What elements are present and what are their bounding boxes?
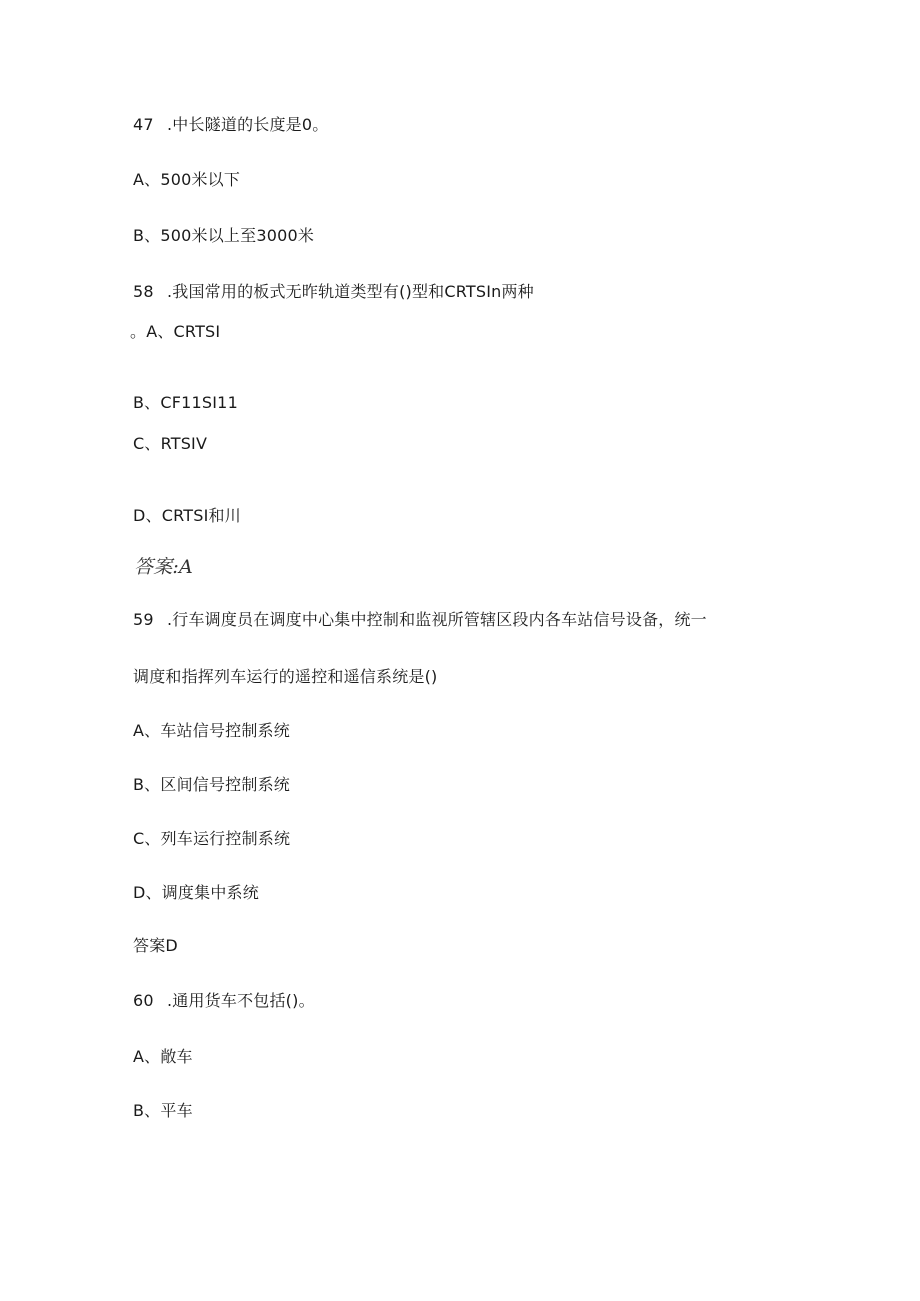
question-58: [133, 282, 534, 302]
question-number: 59: [133, 610, 154, 629]
question-number: 58: [133, 282, 154, 301]
option-60-b: B、平车: [133, 1101, 193, 1120]
option-59-c: C、列车运行控制系统: [133, 829, 291, 848]
question-text: .我国常用的板式无昨轨道类型有()型和CRTSIn两种: [167, 282, 534, 301]
question-59: [133, 610, 707, 630]
option-59-d: D、调度集中系统: [133, 883, 259, 902]
option-59-a: A、车站信号控制系统: [133, 721, 290, 740]
option-47-a: A、500米以下: [133, 170, 241, 189]
question-text: .行车调度员在调度中心集中控制和监视所管辖区段内各车站信号设备，统一: [167, 610, 707, 629]
answer-58: 答案:A: [134, 556, 193, 578]
question-47: [133, 115, 328, 135]
option-58-d: D、CRTSI和川: [133, 506, 241, 525]
question-number: 47: [133, 115, 154, 134]
question-text: .通用货车不包括()。: [167, 991, 315, 1010]
option-59-b: B、区间信号控制系统: [133, 775, 290, 794]
question-59-continued: 调度和指挥列车运行的遥控和遥信系统是(): [133, 667, 438, 686]
question-number: 60: [133, 991, 154, 1010]
option-58-b: B、CF11SI11: [133, 393, 238, 412]
question-60: [133, 991, 315, 1011]
option-47-b: B、500米以上至3000米: [133, 226, 315, 245]
option-58-c: C、RTSIV: [133, 434, 208, 453]
option-58-a: 。A、CRTSI: [130, 322, 221, 341]
question-text: .中长隧道的长度是0。: [167, 115, 329, 134]
answer-59: 答案D: [133, 936, 178, 955]
option-60-a: A、敞车: [133, 1047, 193, 1066]
